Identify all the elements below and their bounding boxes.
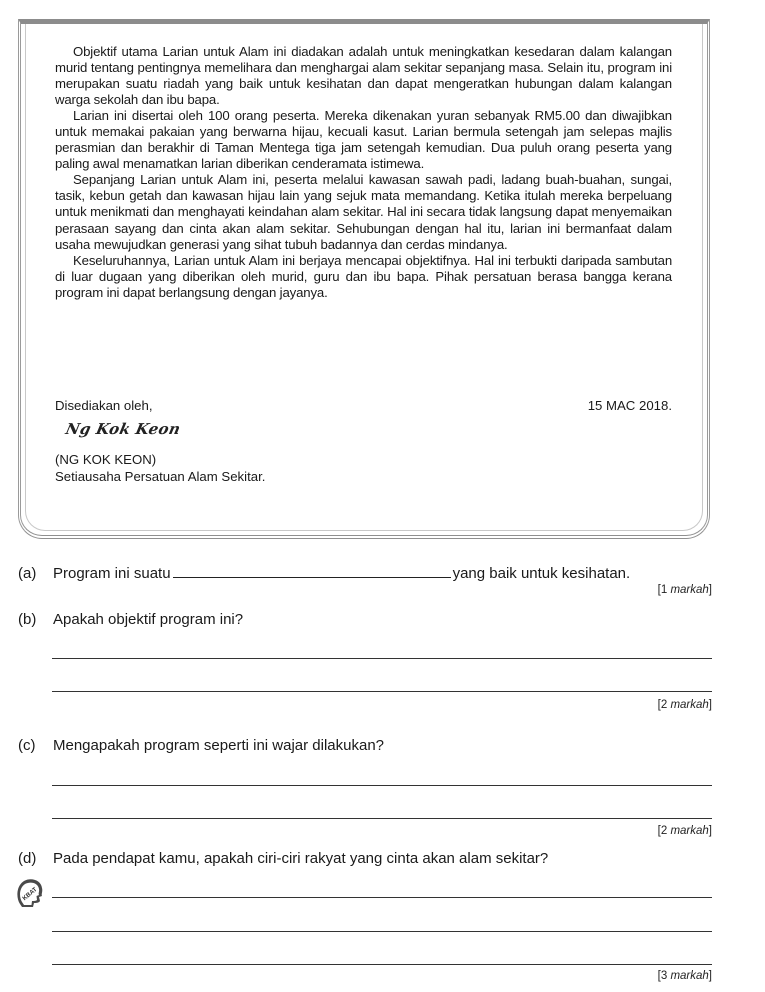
kbat-head-icon	[14, 876, 44, 908]
marks-label: [1 markah]	[657, 584, 712, 596]
answer-line[interactable]	[52, 818, 712, 819]
signature: Ng Kok Keon	[64, 420, 183, 438]
question-a	[18, 565, 630, 582]
signatory-name: (NG KOK KEON)	[55, 452, 157, 467]
answer-line[interactable]	[52, 931, 712, 932]
question-d	[18, 850, 548, 867]
question-label: (b)	[18, 611, 37, 628]
marks-label: [2 markah]	[657, 699, 712, 711]
question-text: Apakah objektif program ini?	[53, 611, 244, 628]
marks-label: [2 markah]	[657, 825, 712, 837]
report-date: 15 MAC 2018.	[587, 398, 672, 413]
question-text: Pada pendapat kamu, apakah ciri-ciri rakyat yang cinta akan alam sekitar?	[53, 850, 549, 867]
fill-in-blank-input[interactable]	[173, 565, 451, 578]
report-paragraph: Larian ini disertai oleh 100 orang peserta. Mereka dikenakan yuran sebanyak RM5.00 dan diwajibkan untuk memakai pakaian yang berwarna hijau, kecuali kasut. Larian bermula setengah jam selepas majlis perasmian dan berakhir di Taman Mentega tiga jam setengah kemudian. Dua puluh orang peserta yang paling awal menamatkan larian diberikan cenderamata istimewa.	[55, 108, 672, 172]
answer-line[interactable]	[52, 691, 712, 692]
report-paragraph: Sepanjang Larian untuk Alam ini, peserta melalui kawasan sawah padi, ladang buah-buahan, sungai, tasik, kebun getah dan kawasan hijau lain yang sejuk mata memandang. Ketika itulah mereka berpeluang untuk menikmati dan menghayati keindahan alam sekitar. Hal ini secara tidak langsung dapat menyemaikan perasaan sayang dan cinta akan alam sekitar. Sehubungan dengan hal itu, larian ini bermanfaat dalam usaha mewujudkan generasi yang sihat tubuh badannya dan cerdas mindanya.	[55, 172, 672, 252]
question-label: (a)	[18, 565, 37, 582]
signatory-position: Setiausaha Persatuan Alam Sekitar.	[55, 469, 266, 484]
answer-line[interactable]	[52, 658, 712, 659]
prepared-by-label: Disediakan oleh,	[55, 398, 153, 413]
report-sign-row	[55, 398, 672, 413]
question-text-after: yang baik untuk kesihatan.	[452, 565, 631, 582]
answer-line[interactable]	[52, 897, 712, 898]
report-paragraph: Keseluruhannya, Larian untuk Alam ini berjaya mencapai objektifnya. Hal ini terbukti daripada sambutan di luar dugaan yang diberikan oleh murid, guru dan ibu bapa. Pihak persatuan berasa bangga kerana program ini dapat berlangsung dengan jayanya.	[55, 252, 672, 300]
question-text: Mengapakah program seperti ini wajar dilakukan?	[53, 737, 385, 754]
report-paragraph: Objektif utama Larian untuk Alam ini diadakan adalah untuk meningkatkan kesedaran dalam kalangan murid tentang pentingnya memelihara dan menghargai alam sekitar sepanjang masa. Selain itu, program ini merupakan suatu riadah yang baik untuk kesihatan dan dapat mengeratkan hubungan dalam kalangan warga sekolah dan ibu bapa.	[55, 44, 672, 108]
question-b	[18, 611, 243, 628]
marks-label: [3 markah]	[657, 970, 712, 982]
question-c	[18, 737, 384, 754]
answer-line[interactable]	[52, 785, 712, 786]
question-label: (c)	[18, 737, 36, 754]
question-label: (d)	[18, 850, 37, 867]
kbat-label: KBAT	[21, 886, 39, 903]
answer-line[interactable]	[52, 964, 712, 965]
question-text-before: Program ini suatu	[53, 565, 171, 582]
report-body	[55, 44, 672, 301]
